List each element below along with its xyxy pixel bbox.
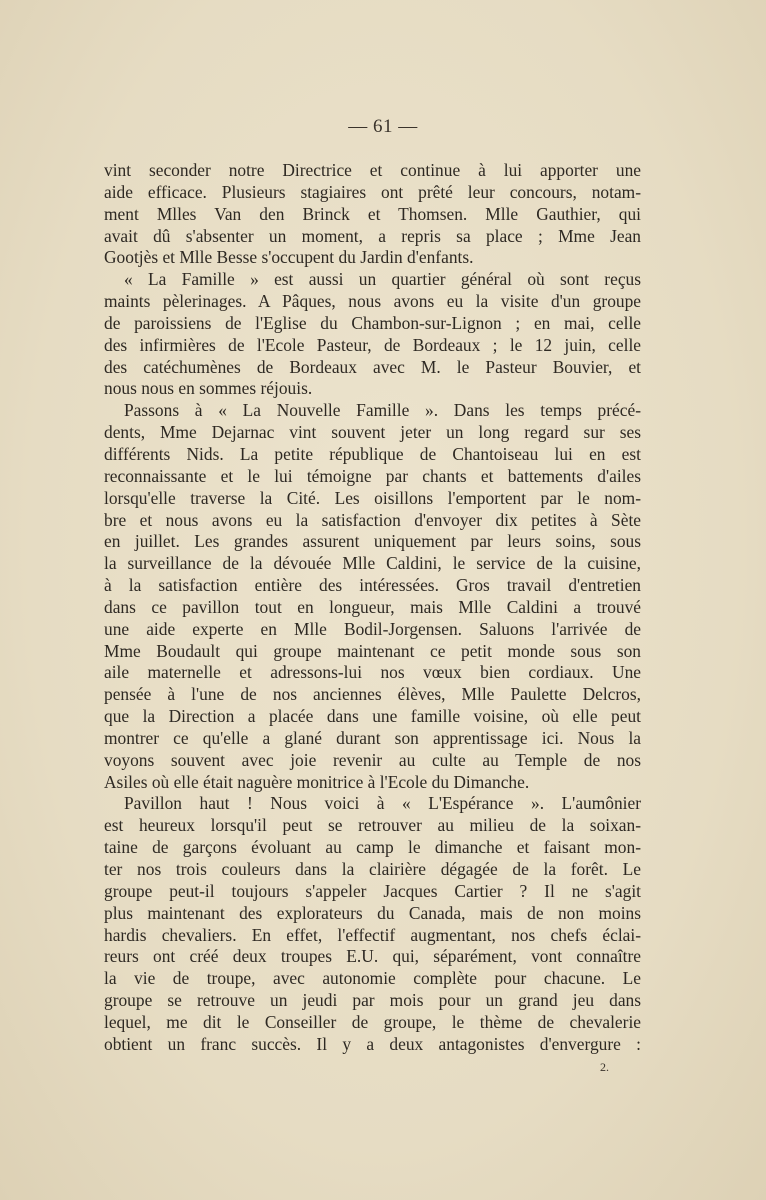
paragraph	[104, 160, 641, 269]
text-line: taine de garçons évoluant au camp le dimanche et faisant mon-	[104, 837, 641, 858]
text-line: ter nos trois couleurs dans la clairière dégagée de la forêt. Le	[104, 859, 641, 879]
text-line: une aide experte en Mlle Bodil-Jorgensen. Saluons l'arrivée de	[104, 618, 641, 639]
text-line: en juillet. Les grandes assurent uniquement par leurs soins, sous	[104, 531, 641, 552]
text-line: maints pèlerinages. A Pâques, nous avons eu la visite d'un groupe	[104, 291, 641, 312]
text-line: reurs ont créé deux troupes E.U. qui, séparément, vont connaître	[104, 946, 641, 967]
text-line: groupe se retrouve un jeudi par mois pour un grand jeu dans	[104, 990, 641, 1011]
signature-mark: 2.	[600, 1060, 609, 1074]
page-number: — 61 —	[348, 116, 418, 137]
text-line: la vie de troupe, avec autonomie complète pour chacune. Le	[104, 968, 641, 989]
text-line: reconnaissante et le lui témoigne par chants et battements d'ailes	[104, 465, 641, 486]
paragraph	[104, 400, 641, 793]
text-line: des infirmières de l'Ecole Pasteur, de Bordeaux ; le 12 juin, celle	[104, 334, 641, 355]
text-line: des catéchumènes de Bordeaux avec M. le Pasteur Bouvier, et	[104, 356, 641, 377]
text-line: groupe peut-il toujours s'appeler Jacques Cartier ? Il ne s'agit	[104, 880, 641, 901]
text-line: avait dû s'absenter un moment, a repris sa place ; Mme Jean	[104, 225, 641, 246]
text-line: Gootjès et Mlle Besse s'occupent du Jardin d'enfants.	[104, 247, 474, 268]
text-line: « La Famille » est aussi un quartier général où sont reçus	[124, 269, 641, 290]
text-line: Passons à « La Nouvelle Famille ». Dans les temps précé-	[124, 400, 641, 421]
text-line: de paroissiens de l'Eglise du Chambon-sur-Lignon ; en mai, celle	[104, 312, 641, 333]
text-line: pensée à l'une de nos anciennes élèves, Mlle Paulette Delcros,	[104, 684, 641, 705]
paragraph	[104, 269, 641, 400]
text-line: voyons souvent avec joie revenir au culte au Temple de nos	[104, 749, 641, 770]
text-line: dans ce pavillon tout en longueur, mais Mlle Caldini a trouvé	[104, 596, 641, 617]
text-line: nous nous en sommes réjouis.	[104, 378, 313, 399]
text-line: différents Nids. La petite république de Chantoiseau lui en est	[104, 443, 641, 464]
text-line: ment Mlles Van den Brinck et Thomsen. Mlle Gauthier, qui	[104, 203, 641, 224]
text-line: vint seconder notre Directrice et continue à lui apporter une	[104, 160, 641, 180]
text-line: lorsqu'elle traverse la Cité. Les oisillons l'emportent par le nom-	[104, 487, 641, 508]
text-line: à la satisfaction entière des intéressées. Gros travail d'entretien	[104, 575, 641, 596]
text-line: obtient un franc succès. Il y a deux antagonistes d'envergure :	[104, 1033, 641, 1054]
text-line: aile maternelle et adressons-lui nos vœux bien cordiaux. Une	[104, 662, 641, 683]
paragraph	[104, 793, 641, 1055]
text-line: est heureux lorsqu'il peut se retrouver au milieu de la soixan-	[104, 815, 641, 836]
text-line: Pavillon haut ! Nous voici à « L'Espérance ». L'aumônier	[124, 793, 641, 814]
text-line: lequel, me dit le Conseiller de groupe, le thème de chevalerie	[104, 1011, 641, 1032]
text-line: hardis chevaliers. En effet, l'effectif augmentant, nos chefs éclai-	[104, 924, 641, 945]
text-line: montrer ce qu'elle a glané durant son apprentissage ici. Nous la	[104, 727, 641, 748]
text-line: Asiles où elle était naguère monitrice à l'Ecole du Dimanche.	[104, 771, 530, 792]
text-line: que la Direction a placée dans une famille voisine, où elle peut	[104, 706, 641, 727]
text-line: dents, Mme Dejarnac vint souvent jeter un long regard sur ses	[104, 422, 641, 443]
text-line: plus maintenant des explorateurs du Canada, mais de non moins	[104, 902, 641, 923]
text-line: la surveillance de la dévouée Mlle Caldini, le service de la cuisine,	[104, 553, 641, 574]
text-line: Mme Boudault qui groupe maintenant ce petit monde sous son	[104, 640, 641, 661]
text-line: bre et nous avons eu la satisfaction d'envoyer dix petites à Sète	[104, 509, 641, 530]
text-line: aide efficace. Plusieurs stagiaires ont prêté leur concours, notam-	[104, 181, 641, 202]
body-text	[104, 160, 641, 1056]
